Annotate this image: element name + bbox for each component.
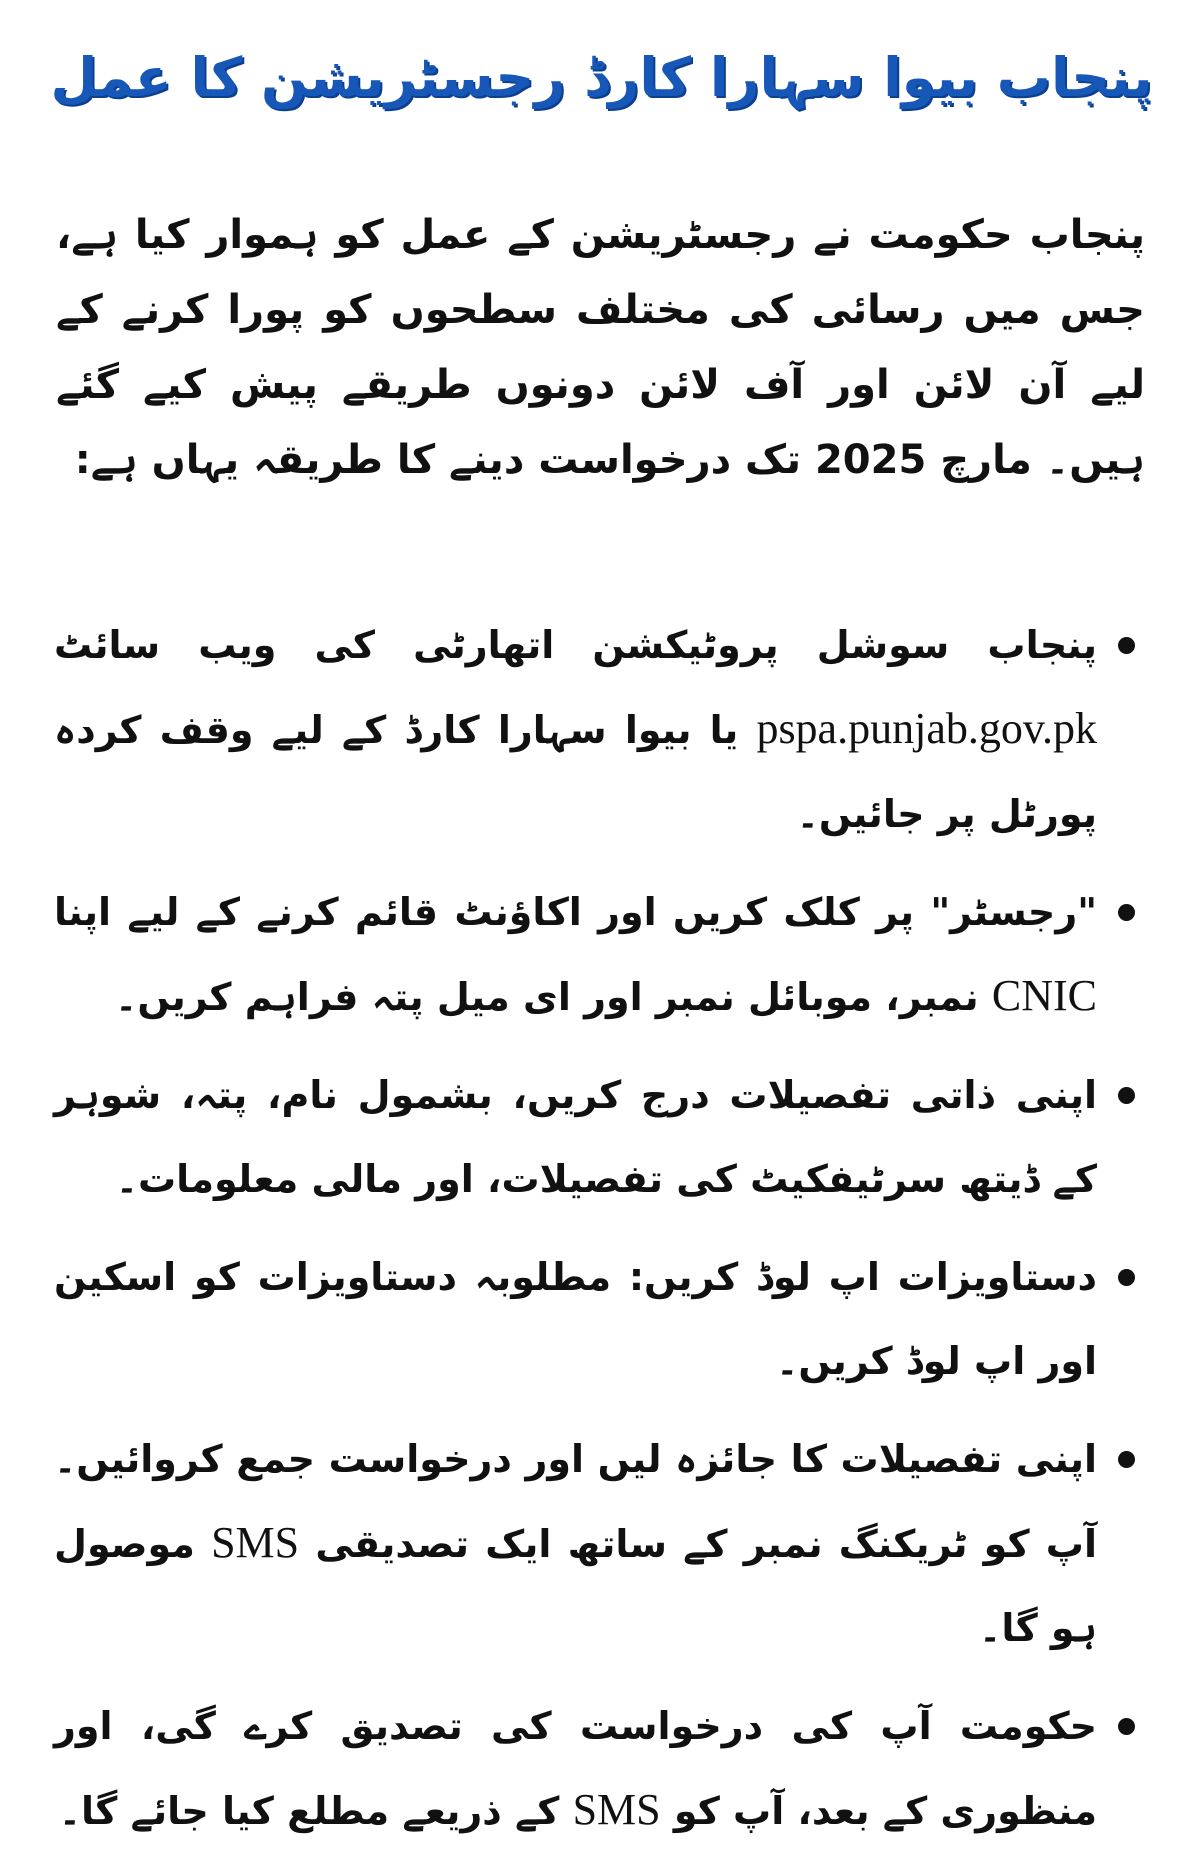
step-text: اپنی ذاتی تفصیلات درج کریں، بشمول نام، پتہ، شوہر کے ڈیتھ سرٹیفکیٹ کی تفصیلات، اور مالی معلومات۔ <box>54 1073 1097 1201</box>
sms-text: SMS <box>211 1518 300 1567</box>
bullet-icon <box>1097 1684 1155 1735</box>
bullet-icon <box>1097 603 1155 654</box>
cnic-text: CNIC <box>991 971 1097 1020</box>
step-text: پنجاب سوشل پروٹیکشن اتھارٹی کی ویب سائٹ pspa.punjab.gov.pk یا بیوا سہارا کارڈ کے لیے وقف کردہ پورٹل پر جائیں۔ <box>54 623 1097 836</box>
registration-steps-list <box>48 603 1155 1853</box>
list-item <box>48 603 1155 856</box>
bullet-icon <box>1097 1417 1155 1468</box>
list-item <box>48 1417 1155 1670</box>
step-text: دستاویزات اپ لوڈ کریں: مطلوبہ دستاویزات کو اسکین اور اپ لوڈ کریں۔ <box>54 1255 1097 1383</box>
list-item <box>48 1053 1155 1221</box>
step-text: "رجسٹر" پر کلک کریں اور اکاؤنٹ قائم کرنے کے لیے اپنا CNIC نمبر، موبائل نمبر اور ای میل پتہ فراہم کریں۔ <box>54 890 1097 1020</box>
bullet-icon <box>1097 1053 1155 1104</box>
bullet-icon <box>1097 870 1155 921</box>
website-link-text: pspa.punjab.gov.pk <box>756 704 1097 753</box>
bullet-icon <box>1097 1235 1155 1286</box>
page-title: پنجاب بیوا سہارا کارڈ رجسٹریشن کا عمل <box>50 46 1153 109</box>
list-item <box>48 1684 1155 1853</box>
step-text: حکومت آپ کی درخواست کی تصدیق کرے گی، اور منظوری کے بعد، آپ کو SMS کے ذریعے مطلع کیا جائے گا۔ <box>54 1704 1097 1834</box>
list-item <box>48 870 1155 1039</box>
intro-paragraph: پنجاب حکومت نے رجسٹریشن کے عمل کو ہموار کیا ہے، جس میں رسائی کی مختلف سطحوں کو پورا کرنے کے لیے آن لائن اور آف لائن دونوں طریقے پیش کیے گئے ہیں۔ مارچ 2025 تک درخواست دینے کا طریقہ یہاں ہے: <box>56 212 1145 483</box>
sms-text: SMS <box>572 1785 661 1834</box>
list-item <box>48 1235 1155 1403</box>
step-text: اپنی تفصیلات کا جائزہ لیں اور درخواست جمع کروائیں۔ آپ کو ٹریکنگ نمبر کے ساتھ ایک تصدیقی SMS موصول ہو گا۔ <box>54 1437 1097 1650</box>
